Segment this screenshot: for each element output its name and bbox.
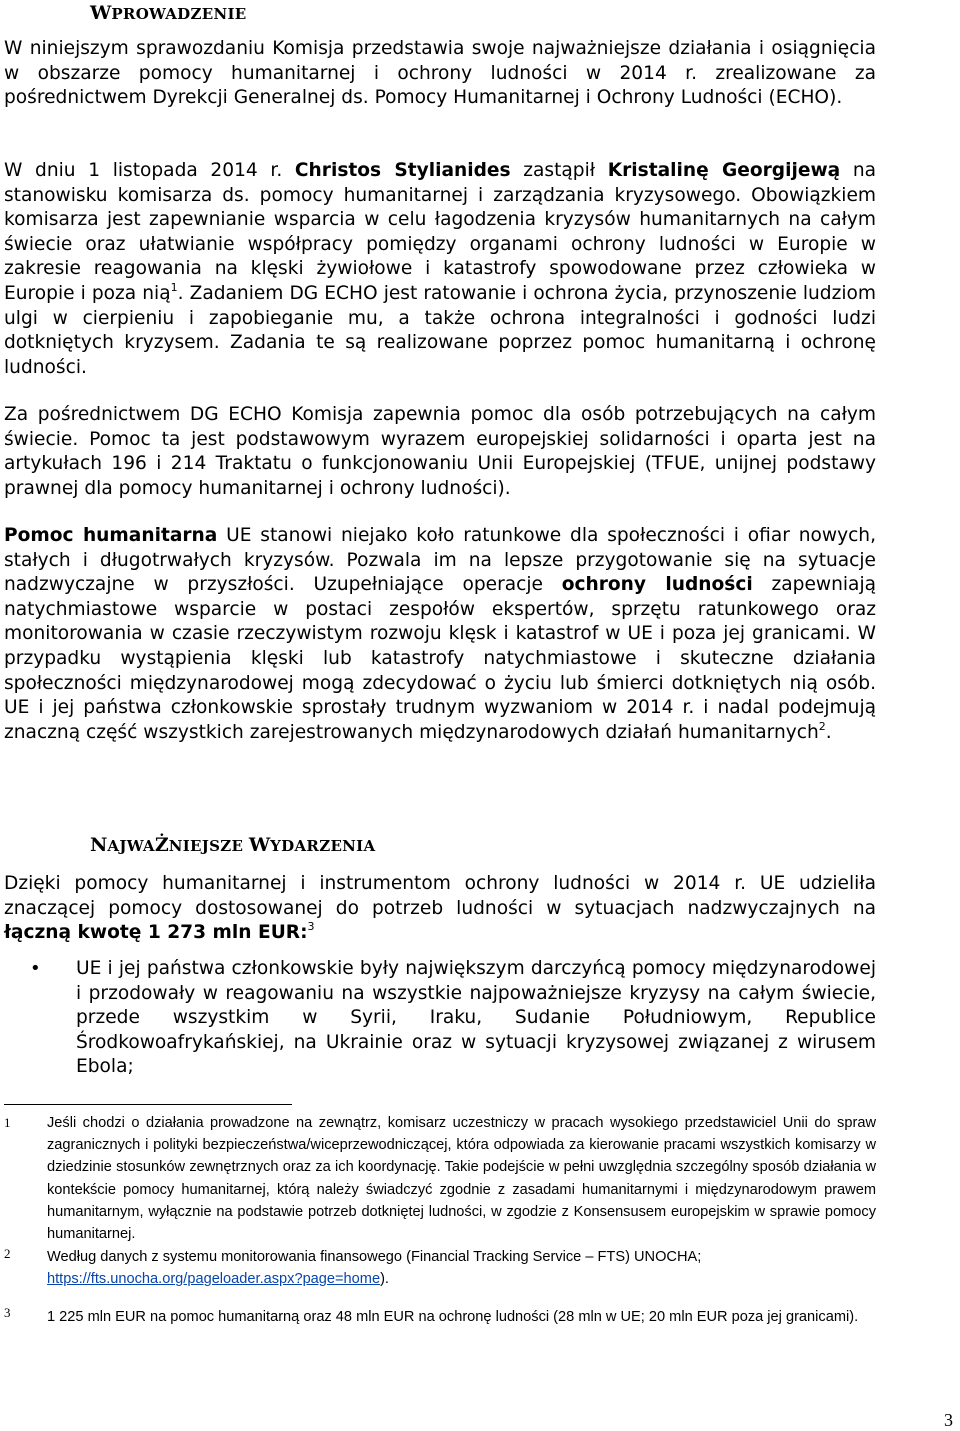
- footnote-number-1: 1: [4, 1115, 11, 1130]
- former-commissioner-name: Kristalinę Georgijewą: [607, 160, 841, 181]
- total-amount-paragraph: Dzięki pomocy humanitarnej i instrumentom ochrony ludności w 2014 r. UE udzieliła znaczącej pomocy dostosowanej do potrzeb ludności w sytuacjach nadzwyczajnych na łączną kwotę 1 273 mln EUR:$^3$: [4, 873, 876, 944]
- section-heading-wprowadzenie: WPROWADZENIE: [90, 2, 247, 24]
- bullet-item-largest-donor: UE i jej państwa członkowskie były największym darczyńcą pomocy międzynarodowej i przodowały w reagowaniu na wszystkie najpoważniejsze kryzysy na całym świecie, przede wszystkim w Syrii, Iraku, Sudanie Południowym, Republice Środkowoafrykańskiej, na Ukrainie oraz w sytuacji kryzysowej związanej z wirusem Ebola;: [76, 958, 876, 1078]
- humanitarian-aid-paragraph: Pomoc humanitarna UE stanowi niejako koło ratunkowe dla społeczności i ofiar nowych, stałych i długotrwałych kryzysów. Pozwala im na lepsze przygotowanie się na sytuacje nadzwyczajne w przyszłości. Uzupełniające operacje ochrony ludności zapewniają natychmiastowe wsparcie w postaci zespołów ekspertów, sprzętu ratunkowego oraz monitorowania w czasie rzeczywistym rozwoju klęsk i katastrof w UE i poza jej granicami. W przypadku wystąpienia klęski lub katastrofy natychmiastowe i skuteczne działania społeczności międzynarodowej mogą zdecydować o życiu lub śmierci dotkniętych nią osób. UE i jej państwa członkowskie sprostały trudnym wyzwaniom w 2014 r. i nadal podejmują znaczną część wszystkich zarejestrowanych międzynarodowych działań humanitarnych$^2$.: [4, 525, 877, 743]
- dg-echo-paragraph: Za pośrednictwem DG ECHO Komisja zapewnia pomoc dla osób potrzebujących na całym świecie. Pomoc ta jest podstawowym wyrazem europejskiej solidarności i oparta jest na artykułach 196 i 214 Traktatu o funkcjonowaniu Unii Europejskiej (TFUE, unijnej podstawy prawnej dla pomocy humanitarnej i ochrony ludności).: [4, 404, 876, 499]
- intro-paragraph: W niniejszym sprawozdaniu Komisja przedstawia swoje najważniejsze działania i osiągnięcia w obszarze pomocy humanitarnej i ochrony ludności w 2014 r. zrealizowane za pośrednictwem Dyrekcji Generalnej ds. Pomocy Humanitarnej i Ochrony Ludności (ECHO).: [4, 38, 876, 109]
- footnote-ref-2: 2: [818, 719, 826, 733]
- footnote-number-3: 3: [4, 1305, 11, 1320]
- footnote-separator: [4, 1104, 292, 1105]
- bullet-icon: •: [30, 958, 41, 979]
- footnote-3: 1 225 mln EUR na pomoc humanitarną oraz 48 mln EUR na ochronę ludności (28 mln w UE; 20 mln EUR poza jej granicami).: [47, 1309, 859, 1325]
- footnote-1: Jeśli chodzi o działania prowadzone na zewnątrz, komisarz uczestniczy w pracach wysokiego przedstawiciel Unii do spraw zagranicznych i polityki bezpieczeństwa/wiceprzewodniczącej, która odpowiada za kierowanie pracami wszystkich komisarzy w dziedzinie stosunków zewnętrznych oraz za ich koordynację. Takie podejście w pełni uwzględnia szczególny sposób działania w kontekście pomocy humanitarnej, którą należy świadczyć zgodnie z zasadami humanitarnymi i międzynarodowym prawem humanitarnym, wyłącznie na podstawie potrzeb dotkniętej ludności, w zgodzie z Konsensusem europejskim w sprawie pomocy humanitarnej.: [47, 1115, 876, 1243]
- footnote-ref-1: 1: [170, 280, 178, 294]
- footnote-2: Według danych z systemu monitorowania finansowego (Financial Tracking Service – FTS) UNOCHA; https://fts.unocha.org/pageloader.aspx?page=home).: [47, 1249, 702, 1288]
- commissioner-paragraph: W dniu 1 listopada 2014 r. Christos Stylianides zastąpił Kristalinę Georgijewą na stanowisku komisarza ds. pomocy humanitarnej i zarządzania kryzysowego. Obowiązkiem komisarza jest zapewnianie wsparcia w celu łagodzenia kryzysów humanitarnych na całym świecie oraz ułatwianie współpracy pomiędzy organami ochrony ludności w Europie w zakresie reagowania na klęski żywiołowe i katastrofy spowodowane przez człowieka w Europie i poza nią$^1$. Zadaniem DG ECHO jest ratowanie i ochrona życia, przynoszenie ludziom ulgi w cierpieniu i zapobieganie mu, a także ochrona integralności i godności ludzi dotkniętych kryzysem. Zadania te są realizowane poprzez pomoc humanitarną i ochronę ludności.: [4, 160, 876, 378]
- humanitarian-aid-term: Pomoc humanitarna: [4, 525, 218, 546]
- section-heading-key-events: NAJWAŻNIEJSZE WYDARZENIA: [90, 834, 376, 856]
- civil-protection-term: ochrony ludności: [561, 574, 753, 596]
- commissioner-name: Christos Stylianides: [294, 160, 511, 181]
- footnote-number-2: 2: [4, 1246, 11, 1261]
- fts-link[interactable]: https://fts.unocha.org/pageloader.aspx?page=home: [47, 1271, 381, 1288]
- page-number: 3: [944, 1410, 953, 1430]
- total-amount: łączną kwotę 1 273 mln EUR:: [4, 922, 308, 944]
- footnote-ref-3: 3: [307, 920, 315, 934]
- largest-donor-term: największym darczyńcą pomocy międzynarodowej: [405, 958, 876, 979]
